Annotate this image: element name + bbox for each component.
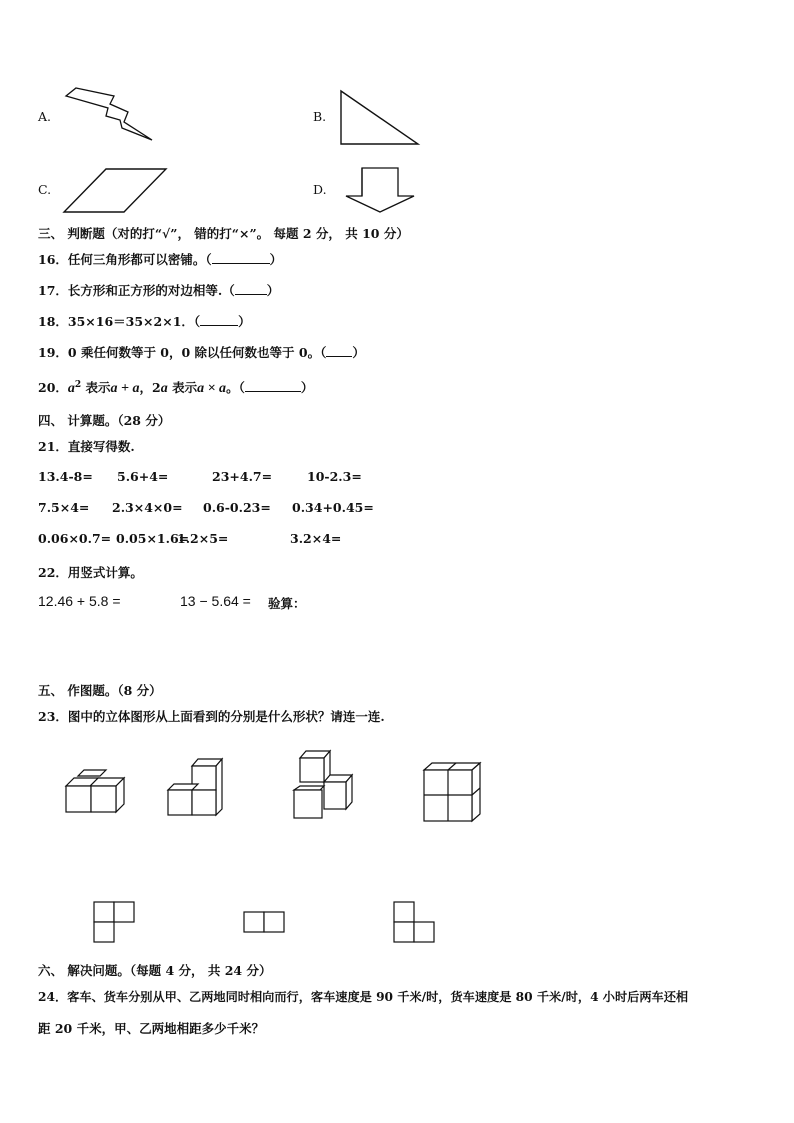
question-18: 18．35×16＝35×2×1．（ ） (38, 314, 251, 329)
calc-item: 23+4.7= (212, 469, 273, 484)
option-c-label: C. (38, 182, 52, 197)
question-20: 20．$a^2$ 表示a + a，2a 表示a × a。（ ） (38, 379, 314, 396)
calc-item: 13.4-8= (38, 469, 93, 484)
calc-item: 7.5×4= (38, 500, 90, 515)
calc-item: 3.2×4= (290, 531, 342, 546)
check-label: 验算： (268, 596, 306, 611)
calc-item: 0.34+0.45= (292, 500, 374, 515)
calc-item: 5.6+4= (117, 469, 169, 484)
question-19: 19．0 乘任何数等于 0，0 除以任何数也等于 0。（ ） (38, 345, 365, 360)
solid-figure-4 (420, 760, 484, 824)
calc-item: 0.05×1.6= (116, 531, 190, 546)
calc-item: 2.3×4×0= (112, 500, 183, 515)
solid-figure-2 (164, 756, 226, 818)
section-5-heading: 五、 作图题。（8 分） (38, 683, 162, 698)
question-24-line-2: 距 20 千米，甲、乙两地相距多少千米？ (38, 1021, 265, 1036)
question-17: 17．长方形和正方形的对边相等.（ ） (38, 283, 280, 298)
section-3-heading: 三、 判断题（对的打“√”， 错的打“×”。 每题 2 分， 共 10 分） (38, 226, 409, 241)
lightning-shape (62, 86, 157, 144)
calc-item: 1.2×5= (177, 531, 229, 546)
top-view-2 (242, 910, 288, 934)
question-23: 23．图中的立体图形从上面看到的分别是什么形状？请连一连. (38, 709, 385, 724)
calc-item: 0.06×0.7= (38, 531, 112, 546)
question-21: 21．直接写得数. (38, 439, 135, 454)
question-22: 22．用竖式计算。 (38, 565, 143, 580)
question-24-line-1: 24．客车、货车分别从甲、乙两地同时相向而行，客车速度是 90 千米/时，货车速度是 80 千米/时，4 小时后两车还相 (38, 990, 689, 1004)
solid-figure-1 (62, 768, 130, 816)
section-4-heading: 四、 计算题。（28 分） (38, 413, 171, 428)
option-d-label: D. (313, 182, 327, 197)
vertical-calc-1: 12.46 + 5.8 = (38, 593, 121, 609)
top-view-1 (92, 900, 138, 944)
solid-figure-3 (290, 748, 356, 820)
parallelogram-shape (62, 166, 170, 216)
calc-item: 10-2.3= (307, 469, 362, 484)
top-view-3 (392, 900, 438, 944)
option-a-label: A. (38, 109, 52, 124)
question-16: 16．任何三角形都可以密铺。（ ） (38, 252, 283, 267)
option-b-label: B. (313, 109, 327, 124)
calc-item: 0.6-0.23= (203, 500, 271, 515)
down-arrow-shape (340, 166, 420, 216)
vertical-calc-2: 13 − 5.64 = (180, 593, 251, 609)
right-triangle-shape (338, 88, 422, 148)
section-6-heading: 六、 解决问题。（每题 4 分， 共 24 分） (38, 963, 272, 978)
